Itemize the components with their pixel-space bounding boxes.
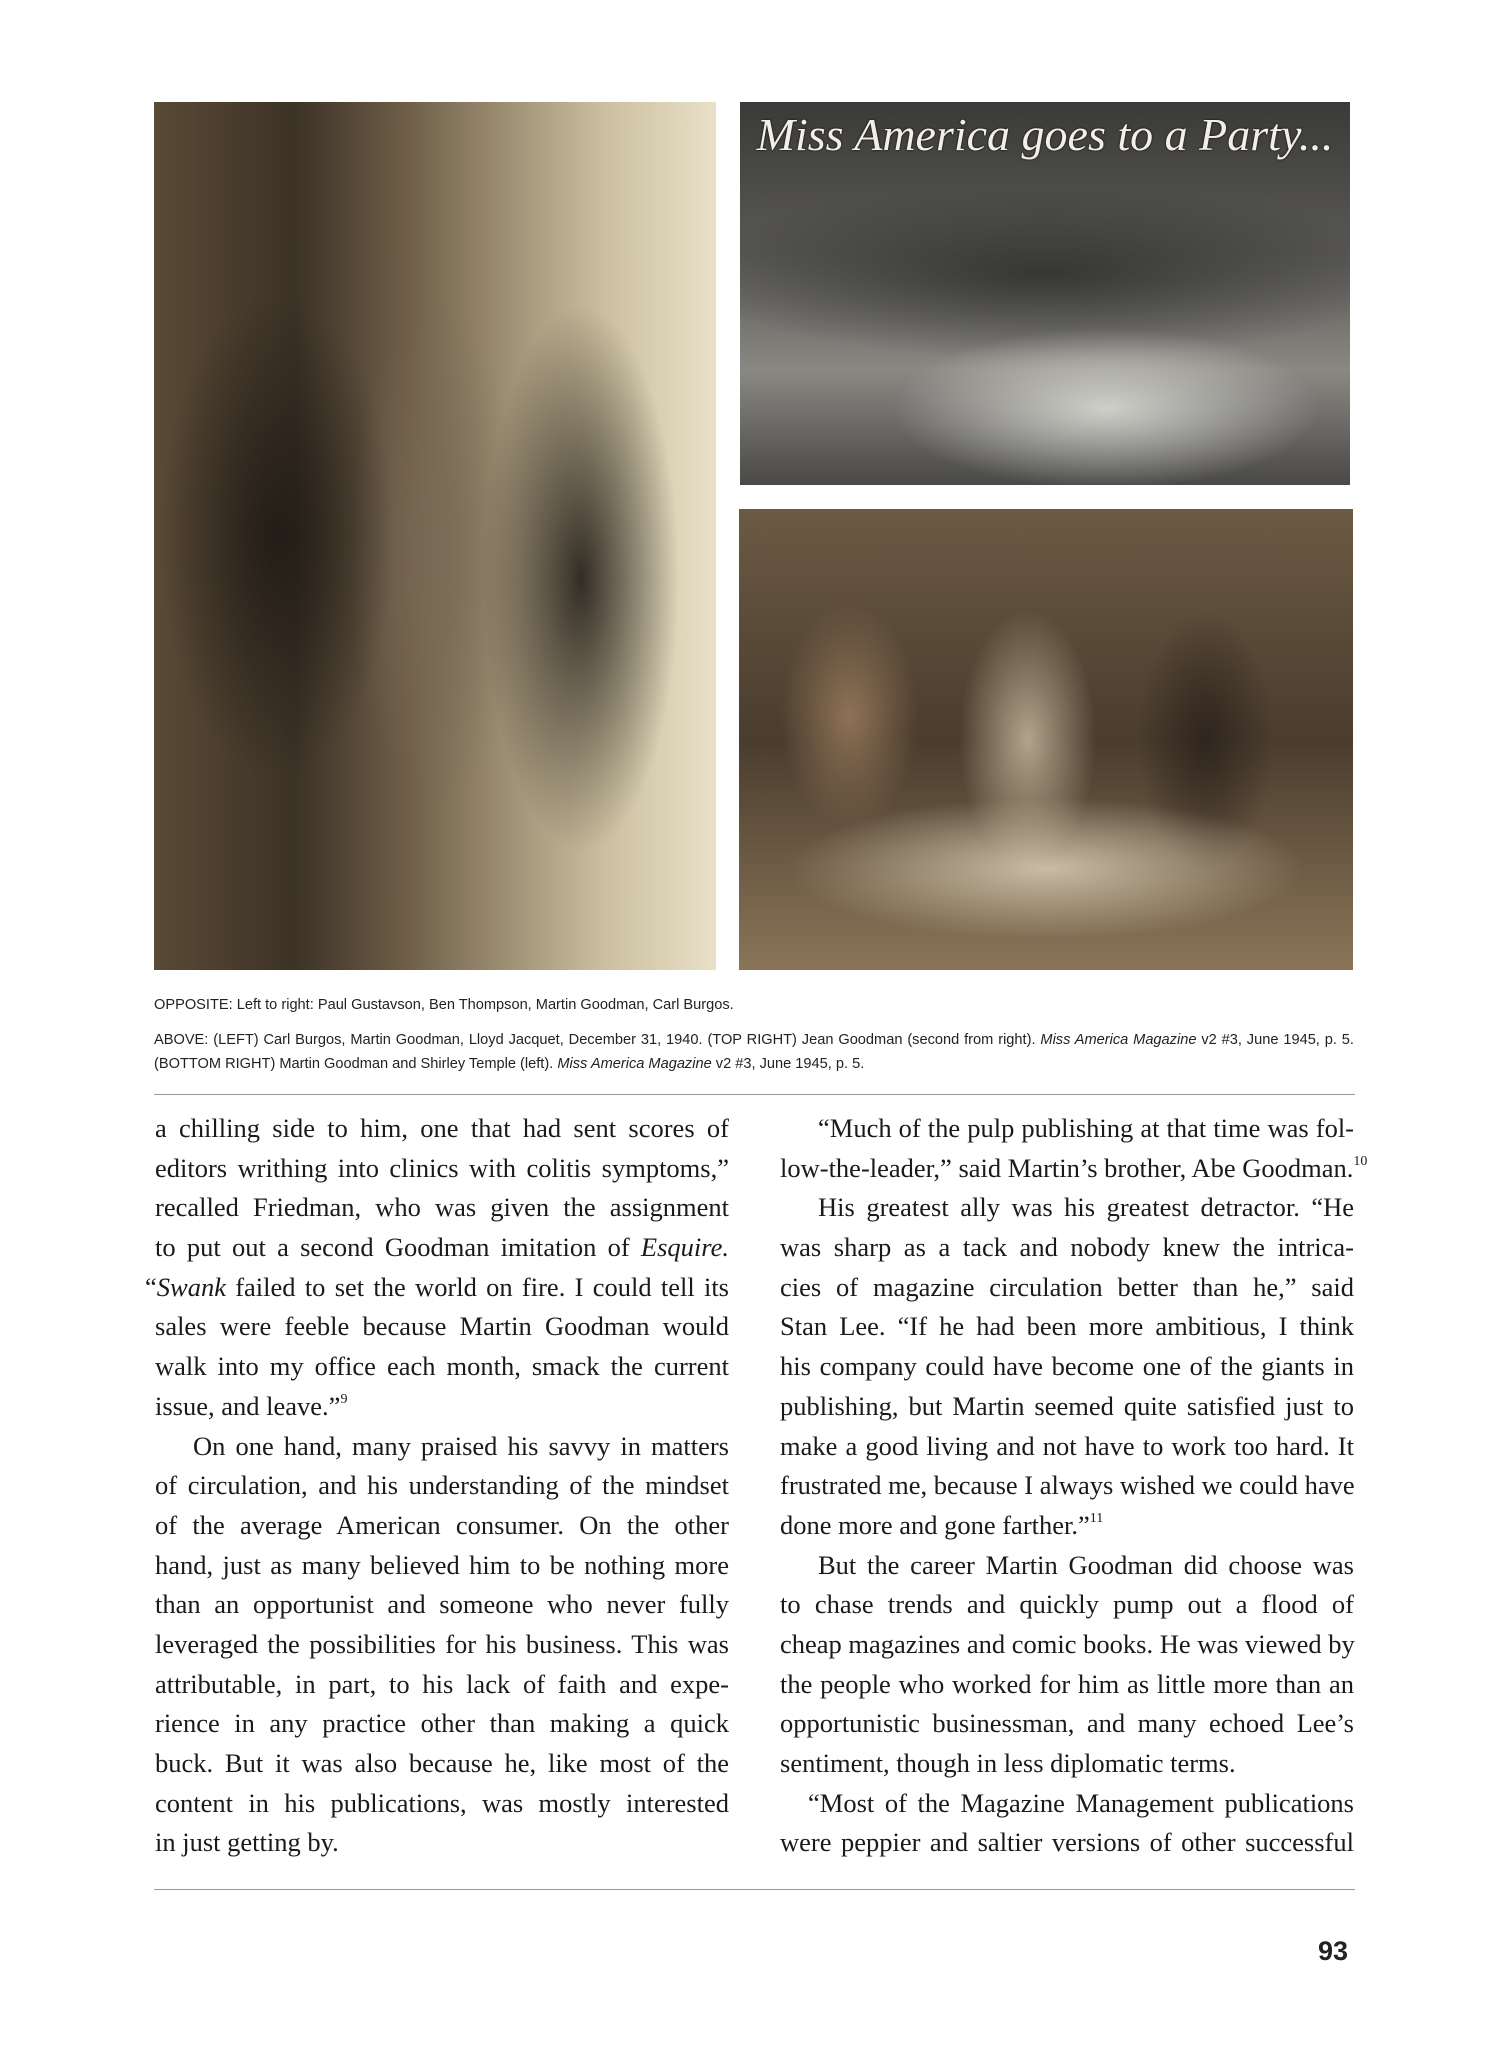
text-line	[780, 1466, 1354, 1506]
text-line	[780, 1307, 1354, 1347]
text-line	[155, 1823, 729, 1863]
text-run: failed to set the world on fire. I could tell its	[225, 1271, 729, 1302]
text-run: rience in any practice other than making a quick	[155, 1708, 729, 1739]
text-line	[780, 1347, 1354, 1387]
text-run: done more and gone farther.”	[780, 1509, 1090, 1540]
text-line	[770, 1784, 1354, 1824]
text-run: walk into my office each month, smack the current	[155, 1351, 729, 1382]
text-line	[155, 1109, 729, 1149]
body-column-right	[780, 1109, 1368, 1863]
text-line	[780, 1228, 1354, 1268]
text-run: v2 #3, June 1945, p. 5. (BOTTOM RIGHT) Martin Goodman and Shirley Temple (left).	[154, 1032, 1354, 1072]
text-run: content in his publications, was mostly interested	[155, 1787, 729, 1818]
text-line	[780, 1427, 1354, 1467]
text-line	[780, 1665, 1354, 1705]
text-run: the people who worked for him as little more than an	[780, 1668, 1354, 1699]
photo-burgos-goodman-jacquet	[154, 102, 716, 970]
text-line	[155, 1466, 729, 1506]
text-run: attributable, in part, to his lack of faith and expe-	[155, 1668, 729, 1699]
text-run: issue, and leave.”	[155, 1390, 341, 1421]
text-line	[780, 1823, 1354, 1863]
text-run: editors writhing into clinics with colitis symptoms,”	[155, 1152, 729, 1183]
text-line	[155, 1665, 729, 1705]
text-line	[155, 1546, 729, 1586]
text-run: “	[145, 1271, 157, 1302]
text-line	[155, 1347, 729, 1387]
text-line	[155, 1387, 729, 1427]
text-run: frustrated me, because I always wished we could have	[780, 1470, 1355, 1501]
text-run: leveraged the possibilities for his business. This was	[155, 1628, 729, 1659]
text-line	[780, 1387, 1354, 1427]
text-run: v2 #3, June 1945, p. 5.	[711, 1056, 865, 1072]
text-line	[155, 1307, 729, 1347]
text-line	[780, 1506, 1354, 1546]
text-run: “Much of the pulp publishing at that time was fol-	[818, 1113, 1354, 1143]
text-run: of the average American consumer. On the other	[155, 1509, 729, 1540]
text-run: But the career Martin Goodman did choose was	[818, 1549, 1354, 1580]
text-line	[780, 1625, 1354, 1665]
text-run: cies of magazine circulation better than he,” said	[780, 1271, 1354, 1302]
text-run: in just getting by.	[155, 1827, 339, 1858]
text-run: of circulation, and his understanding of the mindset	[155, 1470, 729, 1501]
footnote-ref: 11	[1089, 1510, 1104, 1526]
text-run: were peppier and saltier versions of other successful	[780, 1827, 1354, 1858]
text-run: ABOVE: (LEFT) Carl Burgos, Martin Goodman, Lloyd Jacquet, December 31, 1940. (TOP RIGHT) Jean Goodman (second from right).	[154, 1032, 1041, 1048]
text-line	[155, 1704, 729, 1744]
text-line	[155, 1149, 729, 1189]
text-run: than an opportunist and someone who never fully	[155, 1589, 729, 1620]
italic-text: Esquire.	[640, 1232, 729, 1263]
text-line	[155, 1744, 729, 1784]
photo-title: Miss America goes to a Party...	[756, 109, 1334, 160]
body-column-left	[145, 1109, 729, 1863]
text-run: His greatest ally was his greatest detractor. “He	[818, 1192, 1354, 1223]
photo-goodman-shirley-temple	[739, 509, 1353, 970]
text-run: to chase trends and quickly pump out a flood of	[780, 1589, 1354, 1620]
text-run: a chilling side to him, one that had sent scores of	[155, 1113, 729, 1143]
page-number: 93	[1318, 1936, 1349, 1966]
text-line	[780, 1546, 1354, 1586]
text-run: low-the-leader,” said Martin’s brother, Abe Goodman.	[780, 1152, 1354, 1183]
text-line	[155, 1427, 729, 1467]
text-run: On one hand, many praised his savvy in matters	[193, 1430, 729, 1461]
text-line	[780, 1585, 1354, 1625]
text-run: Stan Lee. “If he had been more ambitious, I think	[780, 1311, 1354, 1342]
text-line	[780, 1109, 1354, 1149]
caption-opposite: OPPOSITE: Left to right: Paul Gustavson, Ben Thompson, Martin Goodman, Carl Burgos.	[154, 997, 734, 1013]
text-run: publishing, but Martin seemed quite satisfied just to	[780, 1390, 1354, 1421]
text-run: was sharp as a tack and nobody knew the intrica-	[780, 1232, 1354, 1263]
text-run: opportunistic businessman, and many echoed Lee’s	[780, 1708, 1354, 1739]
text-line	[145, 1268, 729, 1308]
text-run: hand, just as many believed him to be nothing more	[155, 1549, 729, 1580]
italic-text: Miss America Magazine	[1040, 1032, 1197, 1048]
text-line	[780, 1704, 1354, 1744]
text-line	[780, 1268, 1354, 1308]
italic-text: Swank	[156, 1271, 226, 1302]
caption-above	[154, 1028, 1354, 1076]
text-line	[155, 1188, 729, 1228]
text-run: “Most of the Magazine Management publications	[808, 1787, 1354, 1818]
text-run: sales were feeble because Martin Goodman would	[155, 1311, 729, 1342]
text-run: buck. But it was also because he, like most of the	[155, 1748, 729, 1778]
text-run: sentiment, though in less diplomatic terms.	[780, 1748, 1236, 1778]
text-line	[780, 1149, 1368, 1189]
text-line	[155, 1506, 729, 1546]
text-run: make a good living and not have to work too hard. It	[780, 1430, 1354, 1461]
footnote-ref: 9	[340, 1391, 348, 1407]
italic-text: Miss America Magazine	[557, 1056, 712, 1072]
text-line	[155, 1784, 729, 1824]
text-line	[155, 1228, 729, 1268]
footnote-ref: 10	[1353, 1153, 1368, 1169]
text-line	[155, 1625, 729, 1665]
text-run: his company could have become one of the giants in	[780, 1351, 1354, 1382]
divider-bottom	[154, 1889, 1355, 1890]
photo-miss-america-party	[740, 102, 1350, 485]
text-run: cheap magazines and comic books. He was viewed by	[780, 1628, 1355, 1659]
text-run: recalled Friedman, who was given the assignment	[155, 1192, 729, 1223]
text-line	[780, 1744, 1354, 1784]
divider-top	[154, 1094, 1355, 1095]
text-line	[155, 1585, 729, 1625]
text-line	[780, 1188, 1354, 1228]
text-run: to put out a second Goodman imitation of	[155, 1232, 641, 1263]
